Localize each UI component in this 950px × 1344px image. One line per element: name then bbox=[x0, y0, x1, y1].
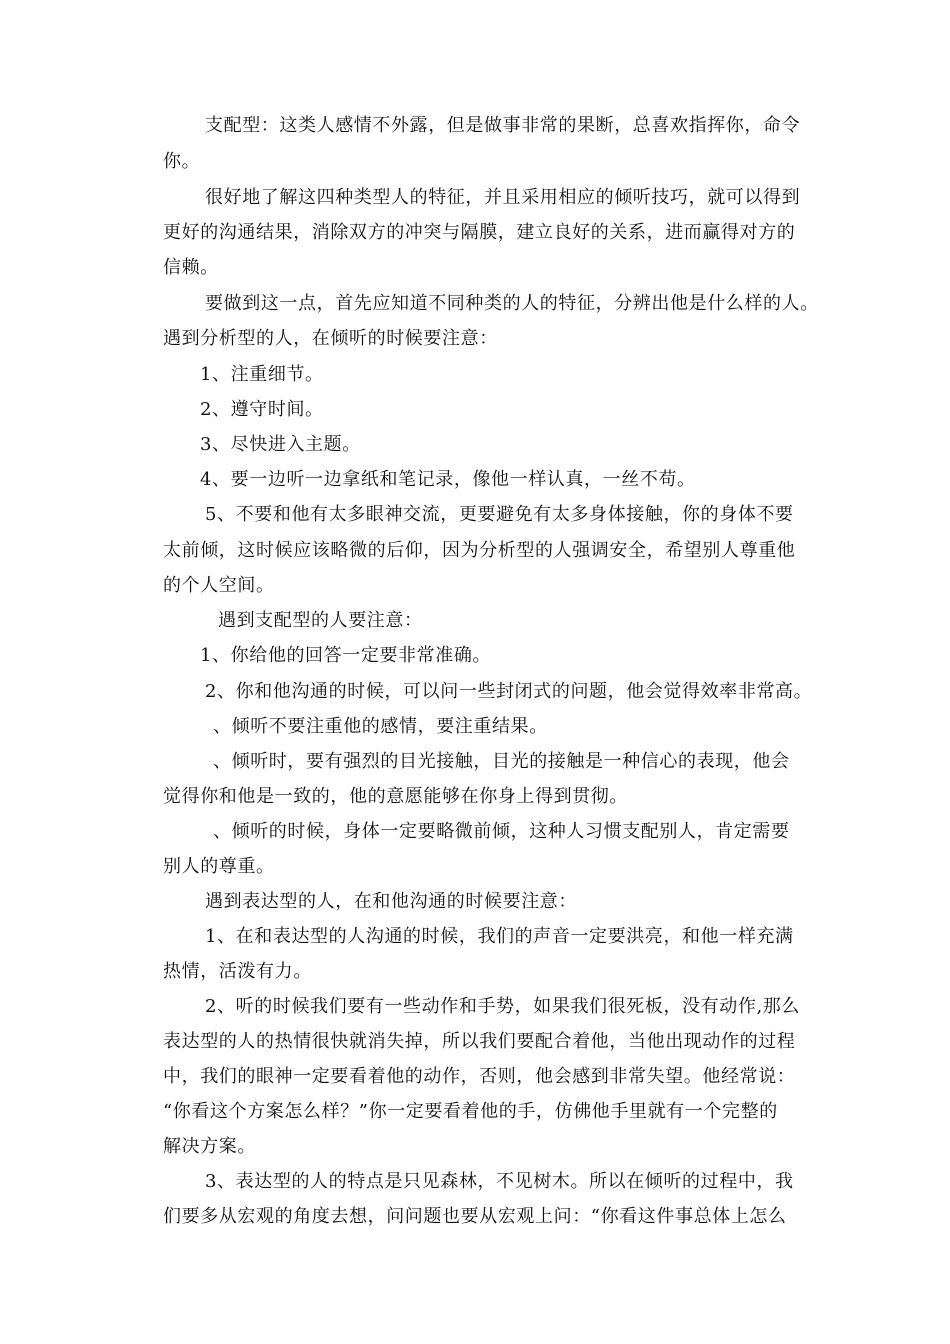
list-item: 3、表达型的人的特点是只见森林，不见树木。所以在倾听的过程中，我 bbox=[205, 1171, 794, 1192]
list-item: 1、注重细节。 bbox=[200, 364, 324, 385]
list-item: 2、遵守时间。 bbox=[200, 399, 324, 420]
text-line: 解决方案。 bbox=[163, 1136, 256, 1157]
list-item: 、倾听不要注重他的感情，要注重结果。 bbox=[213, 716, 548, 737]
text-line: 别人的尊重。 bbox=[163, 856, 275, 877]
text-line: 遇到表达型的人，在和他沟通的时候要注意： bbox=[205, 891, 577, 912]
list-item: 4、要一边听一边拿纸和笔记录，像他一样认真，一丝不苟。 bbox=[200, 469, 696, 490]
list-item: 、倾听时，要有强烈的目光接触，目光的接触是一种信心的表现，他会 bbox=[213, 751, 790, 772]
list-item: 2、听的时候我们要有一些动作和手势，如果我们很死板，没有动作,那么 bbox=[205, 996, 800, 1017]
text-line: 要做到这一点，首先应知道不同种类的人的特征，分辨出他是什么样的人。 bbox=[205, 293, 819, 314]
text-line: 热情，活泼有力。 bbox=[163, 961, 312, 982]
text-line: 很好地了解这四种类型人的特征，并且采用相应的倾听技巧，就可以得到 bbox=[205, 187, 801, 208]
list-item: 2、你和他沟通的时候，可以问一些封闭式的问题，他会觉得效率非常高。 bbox=[205, 681, 813, 702]
text-line: 支配型：这类人感情不外露，但是做事非常的果断，总喜欢指挥你，命令 bbox=[205, 115, 801, 136]
text-line: 信赖。 bbox=[163, 257, 219, 278]
text-line: 更好的沟通结果，消除双方的冲突与隔膜，建立良好的关系，进而赢得对方的 bbox=[163, 222, 796, 243]
text-line: 表达型的人的热情很快就消失掉，所以我们要配合着他，当他出现动作的过程 bbox=[163, 1031, 796, 1052]
text-line: 太前倾，这时候应该略微的后仰，因为分析型的人强调安全，希望别人尊重他 bbox=[163, 540, 796, 561]
list-item: 3、尽快进入主题。 bbox=[200, 434, 361, 455]
list-item: 5、不要和他有太多眼神交流，更要避免有太多身体接触，你的身体不要 bbox=[205, 504, 794, 525]
text-line: 觉得你和他是一致的，他的意愿能够在你身上得到贯彻。 bbox=[163, 786, 628, 807]
list-item: 1、在和表达型的人沟通的时候，我们的声音一定要洪亮，和他一样充满 bbox=[205, 926, 794, 947]
text-line: 遇到支配型的人要注意： bbox=[218, 610, 423, 631]
text-line: 你。 bbox=[163, 151, 201, 172]
text-line: “你看这个方案怎么样？”你一定要看着他的手，仿佛他手里就有一个完整的 bbox=[163, 1101, 778, 1122]
text-line: 中，我们的眼神一定要看着他的动作，否则，他会感到非常失望。他经常说： bbox=[163, 1066, 796, 1087]
list-item: 1、你给他的回答一定要非常准确。 bbox=[200, 645, 492, 666]
text-line: 们要多从宏观的角度去想，问问题也要从宏观上问：“你看这件事总体上怎么 bbox=[163, 1206, 787, 1227]
text-line: 的个人空间。 bbox=[163, 575, 275, 596]
list-item: 、倾听的时候，身体一定要略微前倾，这种人习惯支配别人，肯定需要 bbox=[213, 821, 790, 842]
text-line: 遇到分析型的人，在倾听的时候要注意： bbox=[163, 328, 498, 349]
